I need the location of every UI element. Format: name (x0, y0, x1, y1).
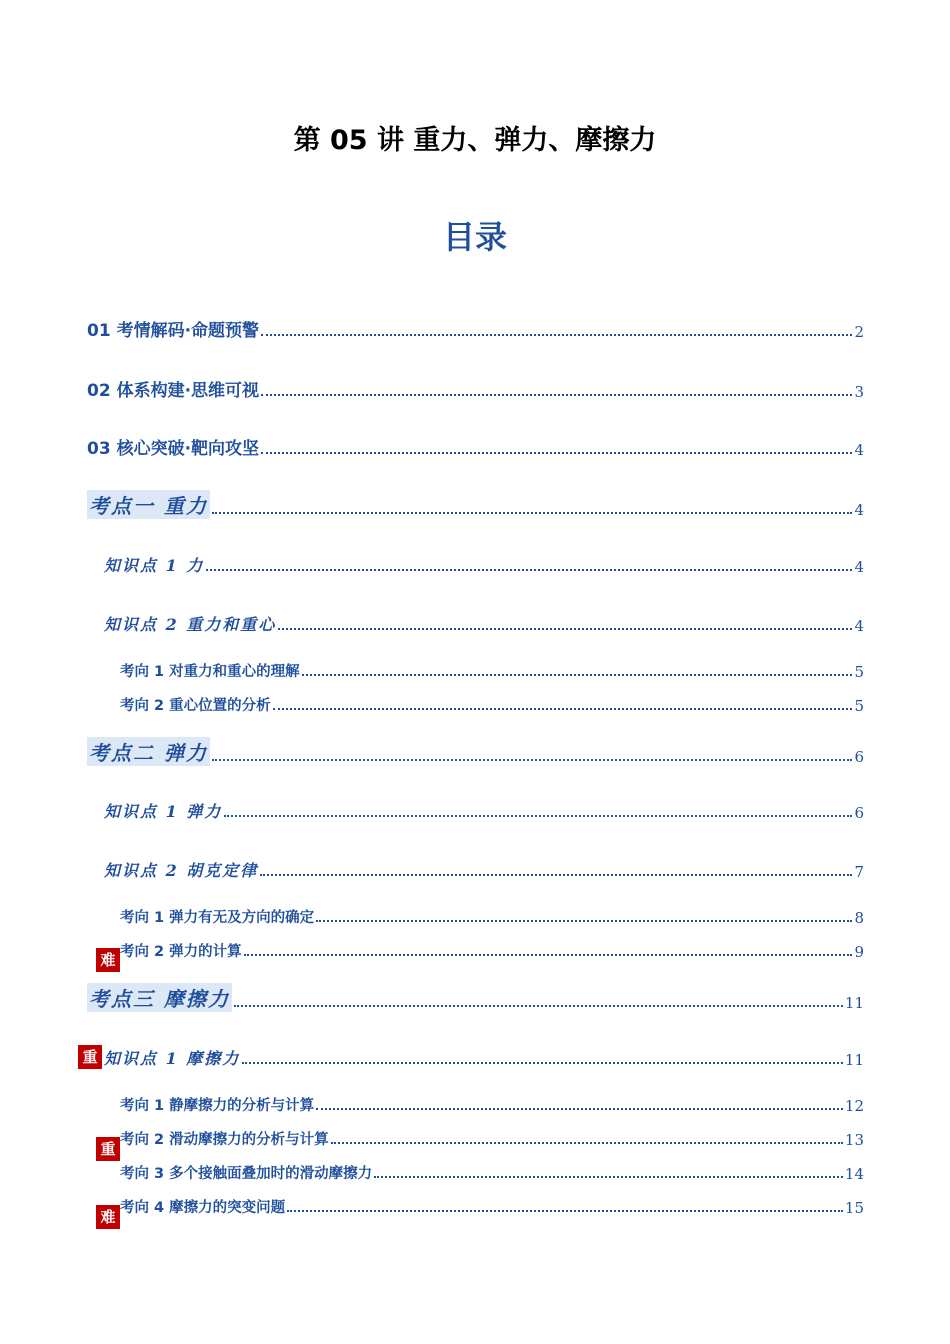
toc-entry-page: 14 (844, 1165, 864, 1183)
toc-entry-label: 考向 4 摩擦力的突变问题 (120, 1200, 286, 1216)
toc-entry-label: 01 考情解码·命题预警 (87, 321, 260, 341)
toc-entry[interactable] (120, 1196, 864, 1217)
toc-entry[interactable] (104, 612, 864, 635)
toc-entry-page: 3 (854, 383, 864, 401)
toc-entry-label: 考向 2 滑动摩擦力的分析与计算 (120, 1132, 329, 1148)
toc-entry-label: 03 核心突破·靶向攻坚 (87, 439, 260, 459)
hard-badge: 难 (96, 948, 120, 972)
toc-entry-label: 考点一 重力 (87, 490, 210, 519)
dot-leader (287, 1210, 843, 1212)
dot-leader (261, 334, 852, 336)
dot-leader (212, 759, 852, 761)
toc-entry-page: 9 (854, 943, 864, 961)
toc-entry-page: 2 (854, 323, 864, 341)
toc-entry-page: 12 (844, 1097, 864, 1115)
toc-entry-page: 4 (854, 558, 864, 576)
toc-entry[interactable] (87, 434, 864, 459)
dot-leader (260, 874, 852, 876)
toc-entry[interactable] (87, 316, 864, 341)
dot-leader (316, 1108, 843, 1110)
toc-entry-label: 考向 1 对重力和重心的理解 (120, 664, 300, 680)
toc-entry-label: 考向 2 重心位置的分析 (120, 698, 271, 714)
toc-entry[interactable] (87, 490, 864, 519)
toc-entry-page: 6 (854, 748, 864, 766)
hard-badge: 难 (96, 1205, 120, 1229)
toc-entry-label: 知识点 1 摩擦力 (104, 1049, 241, 1068)
toc-entry[interactable] (120, 940, 864, 961)
toc-entry[interactable] (120, 1128, 864, 1149)
toc-entry-page: 7 (854, 863, 864, 881)
toc-entry-label: 考点三 摩擦力 (87, 983, 232, 1012)
toc-entry-page: 11 (844, 994, 864, 1012)
toc-entry-page: 4 (854, 441, 864, 459)
dot-leader (244, 954, 853, 956)
dot-leader (278, 628, 852, 630)
toc-entry-label: 知识点 1 力 (104, 556, 205, 575)
toc-entry[interactable] (104, 858, 864, 881)
toc-entry-label: 考向 1 弹力有无及方向的确定 (120, 910, 315, 926)
toc-entry[interactable] (120, 1094, 864, 1115)
toc-entry-page: 5 (854, 663, 864, 681)
toc-entry[interactable] (104, 553, 864, 576)
toc-entry-label: 知识点 2 重力和重心 (104, 615, 277, 634)
dot-leader (234, 1005, 843, 1007)
toc-entry-label: 知识点 2 胡克定律 (104, 861, 259, 880)
toc-entry-page: 8 (854, 909, 864, 927)
toc-entry-page: 4 (854, 501, 864, 519)
toc-entry[interactable] (87, 376, 864, 401)
toc-entry-label: 考点二 弹力 (87, 737, 210, 766)
toc-entry-page: 11 (844, 1051, 864, 1069)
toc-entry-label: 考向 2 弹力的计算 (120, 944, 242, 960)
toc-entry-page: 5 (854, 697, 864, 715)
dot-leader (302, 674, 853, 676)
toc-entry[interactable] (104, 799, 864, 822)
toc-entry-label: 考向 1 静摩擦力的分析与计算 (120, 1098, 315, 1114)
dot-leader (374, 1176, 843, 1178)
dot-leader (261, 452, 852, 454)
dot-leader (316, 920, 852, 922)
toc-entry-label: 02 体系构建·思维可视 (87, 381, 260, 401)
toc-entry-page: 13 (844, 1131, 864, 1149)
toc-entry[interactable] (120, 660, 864, 681)
dot-leader (212, 512, 852, 514)
toc-entry[interactable] (120, 1162, 864, 1183)
dot-leader (242, 1062, 843, 1064)
dot-leader (224, 815, 852, 817)
toc-entry[interactable] (120, 694, 864, 715)
toc-entry-page: 6 (854, 804, 864, 822)
dot-leader (273, 708, 853, 710)
key-badge: 重 (96, 1137, 120, 1161)
key-badge: 重 (78, 1045, 102, 1069)
toc-entry-label: 考向 3 多个接触面叠加时的滑动摩擦力 (120, 1166, 373, 1182)
dot-leader (331, 1142, 843, 1144)
document-title: 第 05 讲 重力、弹力、摩擦力 (293, 125, 657, 156)
toc-entry[interactable] (87, 983, 864, 1012)
toc-heading: 目录 (442, 218, 507, 256)
dot-leader (261, 394, 852, 396)
toc-entry[interactable] (104, 1046, 864, 1069)
dot-leader (206, 569, 852, 571)
toc-entry[interactable] (120, 906, 864, 927)
toc-entry-page: 15 (844, 1199, 864, 1217)
toc-entry[interactable] (87, 737, 864, 766)
toc-entry-page: 4 (854, 617, 864, 635)
toc-entry-label: 知识点 1 弹力 (104, 802, 223, 821)
